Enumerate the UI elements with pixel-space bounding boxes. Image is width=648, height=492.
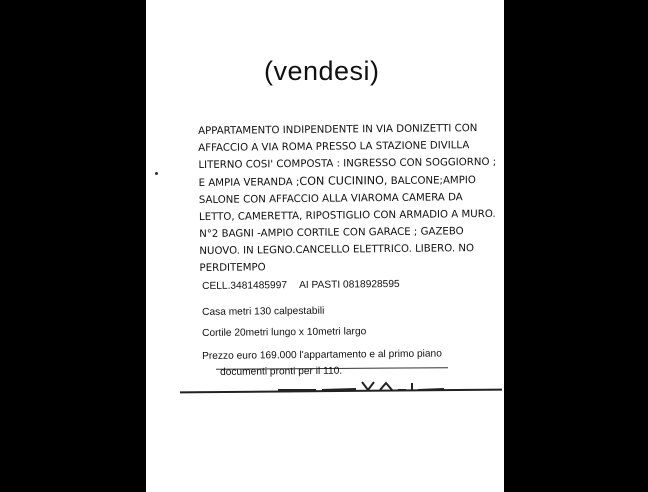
- contact-line: [202, 279, 400, 292]
- pasti-number: AI PASTI 0818928595: [298, 278, 400, 291]
- description-line: AFFACCIO A VIA ROMA PRESSO LA STAZIONE DIVILLA: [198, 140, 470, 154]
- price-line: Prezzo euro 169.000 l'appartamento e al primo piano: [202, 348, 442, 362]
- scan-speck: [155, 172, 158, 175]
- description-fragment: E AMPIA VERANDA ;: [198, 176, 300, 189]
- description-fragment: CON CUCININO,: [299, 174, 388, 188]
- document-title: (vendesi): [264, 56, 380, 86]
- description-line: LETTO, CAMERETTA, RIPOSTIGLIO CON ARMADIO A MURO.: [198, 208, 496, 223]
- cortile-size: Cortile 20metri lungo x 10metri largo: [202, 326, 367, 339]
- document-page: [146, 0, 504, 492]
- description-fragment: BALCONE;AMPIO: [387, 175, 476, 188]
- description-line: LITERNO COSI' COMPOSTA : INGRESSO CON SOGGIORNO ;: [198, 156, 497, 171]
- description-line: PERDITEMPO: [199, 262, 266, 274]
- cell-number: CELL.3481485997: [202, 280, 288, 292]
- description-line: APPARTAMENTO INDIPENDENTE IN VIA DONIZETTI CON: [198, 123, 478, 137]
- description-line: NUOVO. IN LEGNO.CANCELLO ELETTRICO. LIBERO. NO: [199, 243, 475, 257]
- bottom-rule: [180, 389, 502, 394]
- description-line: SALONE CON AFFACCIO ALLA VIAROMA CAMERA DA: [198, 192, 463, 206]
- casa-size: Casa metri 130 calpestabili: [202, 305, 325, 318]
- documents-line: documenti pronti per il 110.: [220, 365, 343, 378]
- listing-description: [198, 120, 500, 277]
- description-line: N°2 BAGNI -AMPIO CORTILE CON GARACE ; GAZEBO: [199, 226, 464, 240]
